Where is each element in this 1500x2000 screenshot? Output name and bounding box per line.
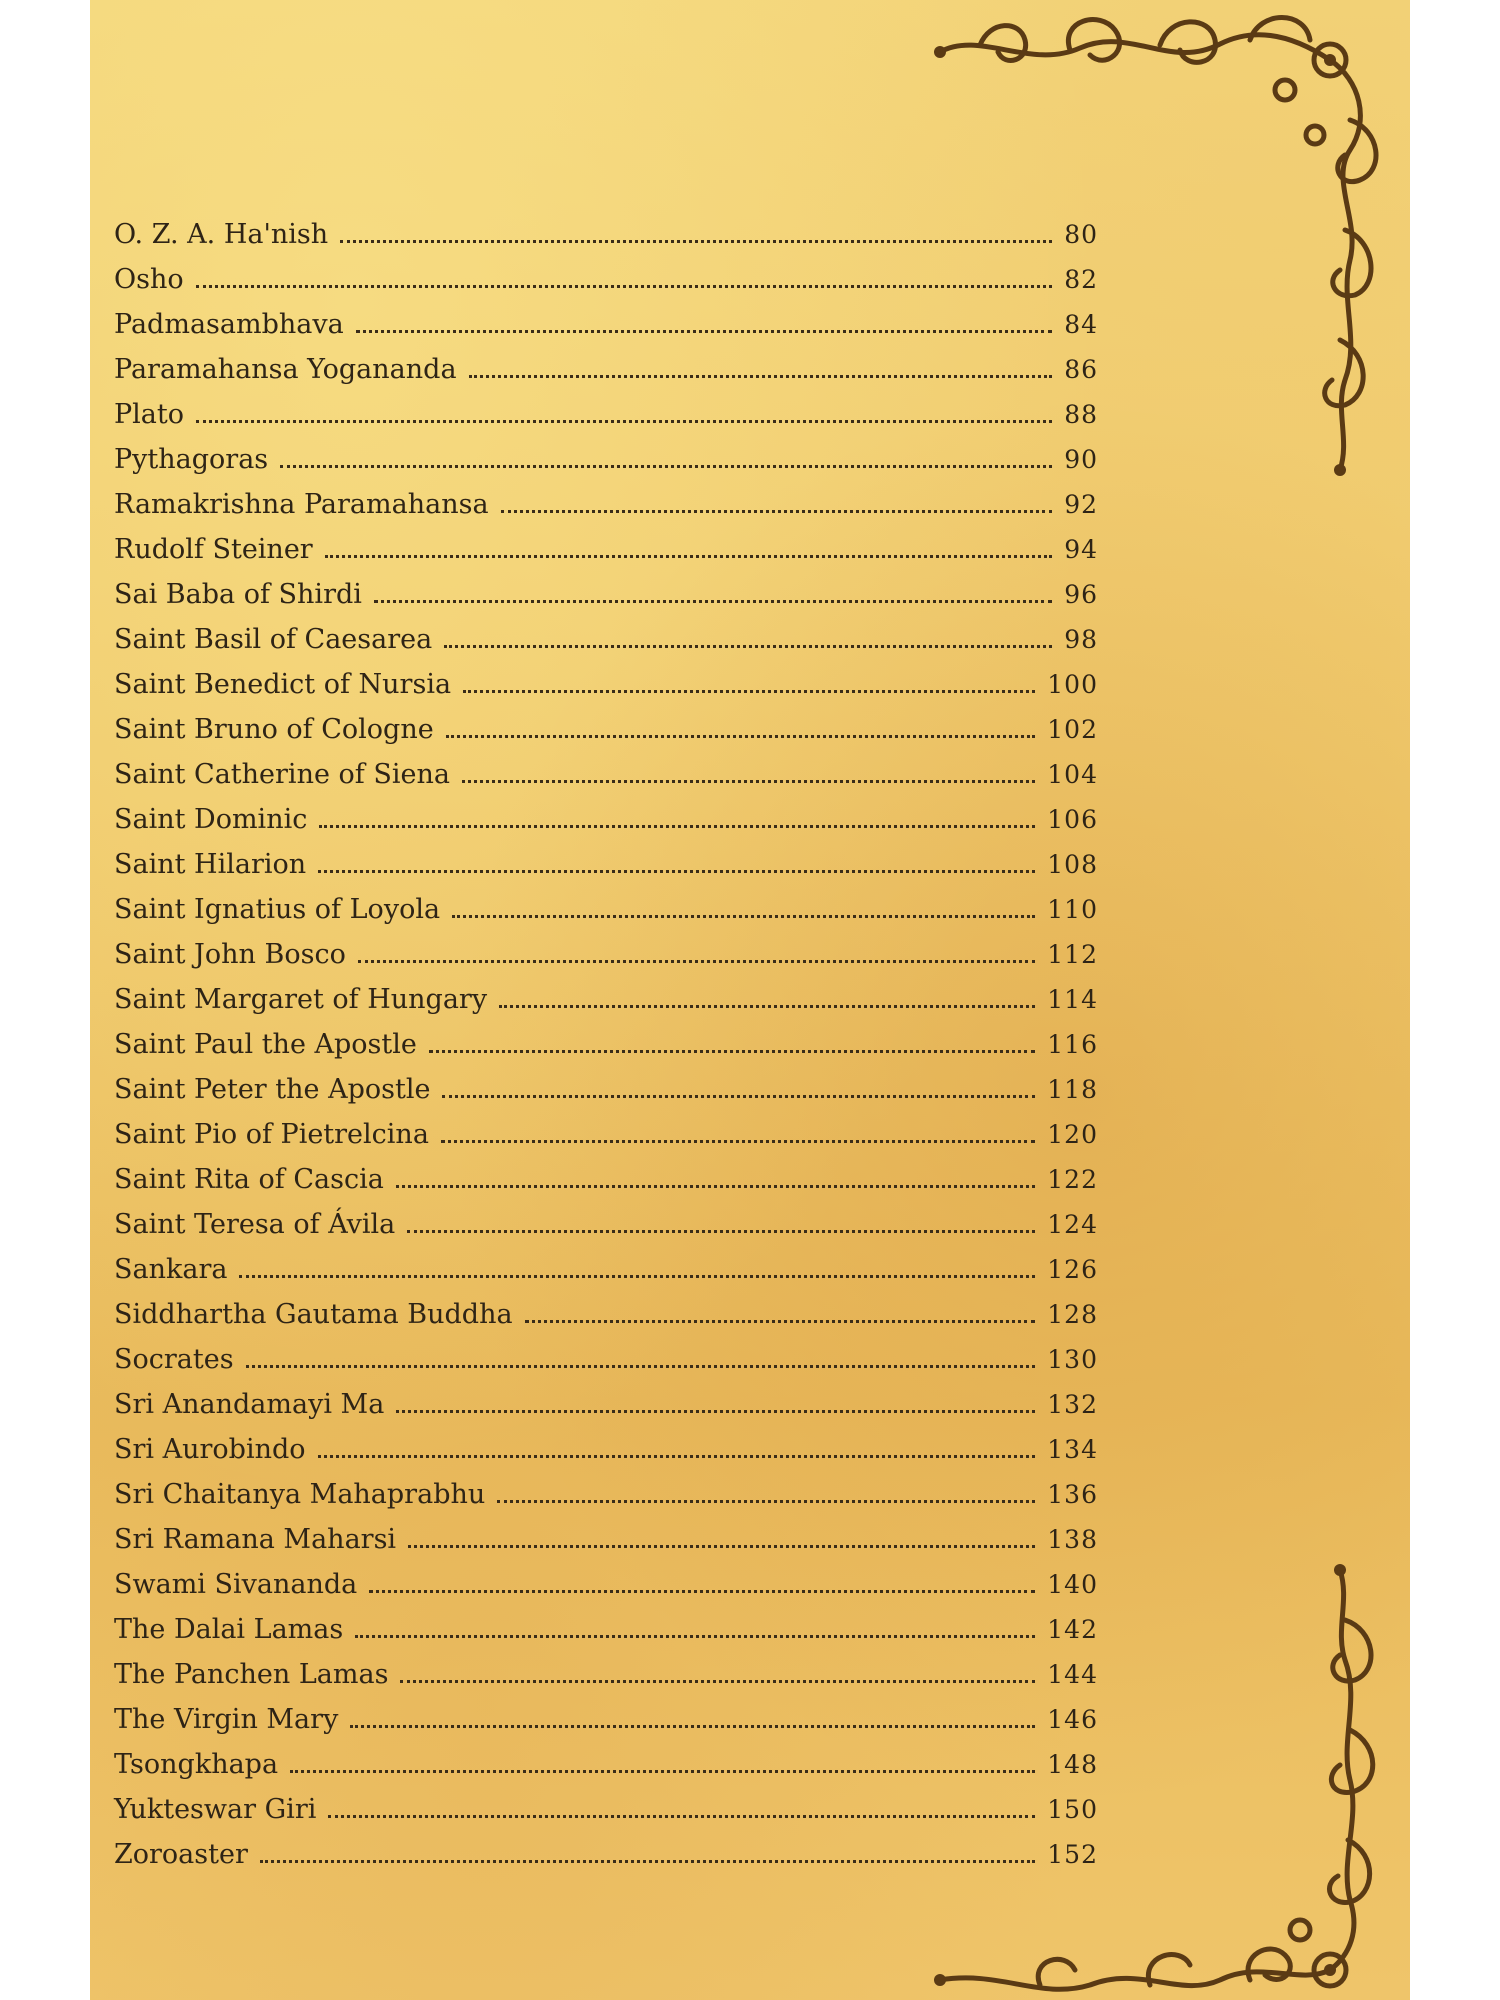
toc-entry-title: Saint Benedict of Nursia: [114, 669, 452, 700]
toc-entry-title: Sankara: [114, 1254, 228, 1285]
toc-entry-title: Saint Hilarion: [114, 849, 307, 880]
toc-entry-page-number: 80: [1064, 220, 1098, 249]
toc-entry-page-number: 148: [1047, 1750, 1098, 1779]
dot-leader: [462, 780, 1035, 783]
dot-leader: [407, 1230, 1035, 1233]
toc-entry-title: Socrates: [114, 1344, 234, 1375]
dot-leader: [290, 1770, 1035, 1773]
toc-entry-page-number: 96: [1064, 580, 1098, 609]
toc-entry-page-number: 90: [1064, 445, 1098, 474]
toc-entry: [114, 1022, 1098, 1067]
toc-entry-page-number: 104: [1047, 760, 1098, 789]
toc-entry: [114, 617, 1098, 662]
toc-entry-title: Sri Ramana Maharsi: [114, 1524, 397, 1555]
toc-entry-title: Saint Pio of Pietrelcina: [114, 1119, 429, 1150]
toc-entry: [114, 1742, 1098, 1787]
toc-entry: [114, 1247, 1098, 1292]
dot-leader: [280, 465, 1052, 468]
dot-leader: [350, 1725, 1035, 1728]
toc-entry: [114, 437, 1098, 482]
toc-entry: [114, 257, 1098, 302]
toc-entry: [114, 1157, 1098, 1202]
dot-leader: [356, 330, 1052, 333]
dot-leader: [325, 555, 1052, 558]
toc-entry: [114, 1202, 1098, 1247]
toc-entry-page-number: 118: [1047, 1075, 1098, 1104]
toc-entry-title: O. Z. A. Ha'nish: [114, 219, 329, 250]
toc-entry: [114, 662, 1098, 707]
toc-entry-page-number: 142: [1047, 1615, 1098, 1644]
dot-leader: [239, 1275, 1035, 1278]
toc-entry: [114, 1472, 1098, 1517]
dot-leader: [318, 870, 1035, 873]
toc-entry-page-number: 130: [1047, 1345, 1098, 1374]
toc-entry-title: Sai Baba of Shirdi: [114, 579, 362, 610]
dot-leader: [369, 1590, 1035, 1593]
toc-entry-page-number: 112: [1047, 940, 1098, 969]
toc-entry: [114, 977, 1098, 1022]
dot-leader: [328, 1815, 1035, 1818]
toc-entry: [114, 392, 1098, 437]
toc-entry-page-number: 132: [1047, 1390, 1098, 1419]
dot-leader: [196, 420, 1052, 423]
toc-entry: [114, 887, 1098, 932]
toc-entry-page-number: 94: [1064, 535, 1098, 564]
dot-leader: [340, 240, 1052, 243]
toc-entry-title: Padmasambhava: [114, 309, 344, 340]
toc-entry-title: Saint Catherine of Siena: [114, 759, 450, 790]
toc-entry-page-number: 128: [1047, 1300, 1098, 1329]
toc-entry-title: Saint Ignatius of Loyola: [114, 894, 441, 925]
dot-leader: [374, 600, 1052, 603]
toc-entry-page-number: 144: [1047, 1660, 1098, 1689]
toc-entry-page-number: 110: [1047, 895, 1098, 924]
toc-entry: [114, 212, 1098, 257]
toc-entry: [114, 572, 1098, 617]
dot-leader: [260, 1860, 1035, 1863]
dot-leader: [358, 960, 1035, 963]
toc-entry-page-number: 102: [1047, 715, 1098, 744]
toc-entry-title: Saint Rita of Cascia: [114, 1164, 384, 1195]
toc-entry-page-number: 82: [1064, 265, 1098, 294]
dot-leader: [396, 1185, 1035, 1188]
toc-entry: [114, 752, 1098, 797]
toc-entry-title: The Panchen Lamas: [114, 1659, 389, 1690]
toc-entry-page-number: 88: [1064, 400, 1098, 429]
toc-entry: [114, 1562, 1098, 1607]
toc-entry-page-number: 86: [1064, 355, 1098, 384]
toc-entry: [114, 1697, 1098, 1742]
toc-entry-page-number: 150: [1047, 1795, 1098, 1824]
toc-entry: [114, 482, 1098, 527]
toc-entry-page-number: 136: [1047, 1480, 1098, 1509]
dot-leader: [408, 1545, 1035, 1548]
dot-leader: [463, 690, 1035, 693]
toc-entry-title: Paramahansa Yogananda: [114, 354, 457, 385]
dot-leader: [429, 1050, 1035, 1053]
toc-entry-title: Yukteswar Giri: [114, 1794, 317, 1825]
toc-entry-page-number: 120: [1047, 1120, 1098, 1149]
toc-entry: [114, 1787, 1098, 1832]
toc-entry-title: Rudolf Steiner: [114, 534, 313, 565]
toc-entry: [114, 842, 1098, 887]
toc-entry-title: Siddhartha Gautama Buddha: [114, 1299, 513, 1330]
toc-entry-title: Saint Dominic: [114, 804, 308, 835]
dot-leader: [319, 825, 1035, 828]
toc-entry-page-number: 100: [1047, 670, 1098, 699]
toc-entry-title: Tsongkhapa: [114, 1749, 279, 1780]
dot-leader: [355, 1635, 1035, 1638]
toc-entry-page-number: 92: [1064, 490, 1098, 519]
toc-entry-page-number: 116: [1047, 1030, 1098, 1059]
dot-leader: [525, 1320, 1036, 1323]
dot-leader: [246, 1365, 1036, 1368]
toc-entry: [114, 1112, 1098, 1157]
toc-entry-page-number: 152: [1047, 1840, 1098, 1869]
toc-entry-page-number: 140: [1047, 1570, 1098, 1599]
toc-entry-title: The Dalai Lamas: [114, 1614, 344, 1645]
toc-entry: [114, 527, 1098, 572]
dot-leader: [444, 645, 1052, 648]
toc-entry-title: Sri Aurobindo: [114, 1434, 306, 1465]
toc-entry-page-number: 108: [1047, 850, 1098, 879]
toc-entry: [114, 1382, 1098, 1427]
toc-entry-page-number: 84: [1064, 310, 1098, 339]
toc-entry: [114, 1292, 1098, 1337]
dot-leader: [452, 915, 1035, 918]
toc-entry-title: Saint Bruno of Cologne: [114, 714, 434, 745]
toc-entry-page-number: 124: [1047, 1210, 1098, 1239]
dot-leader: [400, 1680, 1035, 1683]
toc-entry-title: Saint John Bosco: [114, 939, 346, 970]
toc-entry: [114, 932, 1098, 977]
toc-entry: [114, 797, 1098, 842]
dot-leader: [499, 1005, 1035, 1008]
toc-entry-page-number: 98: [1064, 625, 1098, 654]
dot-leader: [318, 1455, 1036, 1458]
toc-entry: [114, 1652, 1098, 1697]
toc-entry: [114, 1517, 1098, 1562]
toc-entry-title: Saint Margaret of Hungary: [114, 984, 488, 1015]
toc-entry: [114, 1832, 1098, 1877]
toc-entry-page-number: 134: [1047, 1435, 1098, 1464]
toc-entry-page-number: 138: [1047, 1525, 1098, 1554]
toc-entry-title: Plato: [114, 399, 185, 430]
toc-entry: [114, 1067, 1098, 1112]
toc-entry-page-number: 146: [1047, 1705, 1098, 1734]
toc-entry: [114, 347, 1098, 392]
dot-leader: [469, 375, 1053, 378]
dot-leader: [446, 735, 1036, 738]
toc-entry-title: Osho: [114, 264, 184, 295]
toc-entry-title: Sri Chaitanya Mahaprabhu: [114, 1479, 486, 1510]
toc-entry-title: Zoroaster: [114, 1839, 248, 1870]
dot-leader: [196, 285, 1053, 288]
toc-entry: [114, 1427, 1098, 1472]
toc-entry-title: Saint Teresa of Ávila: [114, 1209, 396, 1240]
toc-entry-title: Pythagoras: [114, 444, 269, 475]
toc-entry-title: Saint Paul the Apostle: [114, 1029, 417, 1060]
toc-entry-title: Sri Anandamayi Ma: [114, 1389, 385, 1420]
toc-entry-title: Ramakrishna Paramahansa: [114, 489, 489, 520]
dot-leader: [442, 1095, 1035, 1098]
toc-entry-page-number: 106: [1047, 805, 1098, 834]
toc-entry: [114, 1337, 1098, 1382]
dot-leader: [396, 1410, 1035, 1413]
toc-entry-title: Saint Peter the Apostle: [114, 1074, 431, 1105]
dot-leader: [497, 1500, 1035, 1503]
toc-entry-title: The Virgin Mary: [114, 1704, 339, 1735]
toc-entry-title: Saint Basil of Caesarea: [114, 624, 433, 655]
table-of-contents: [114, 212, 1098, 1877]
toc-entry-page-number: 126: [1047, 1255, 1098, 1284]
dot-leader: [501, 510, 1053, 513]
dot-leader: [441, 1140, 1035, 1143]
toc-entry-page-number: 114: [1047, 985, 1098, 1014]
toc-entry-page-number: 122: [1047, 1165, 1098, 1194]
toc-entry: [114, 1607, 1098, 1652]
toc-entry: [114, 707, 1098, 752]
parchment-page: [90, 0, 1410, 2000]
toc-entry: [114, 302, 1098, 347]
toc-entry-title: Swami Sivananda: [114, 1569, 358, 1600]
